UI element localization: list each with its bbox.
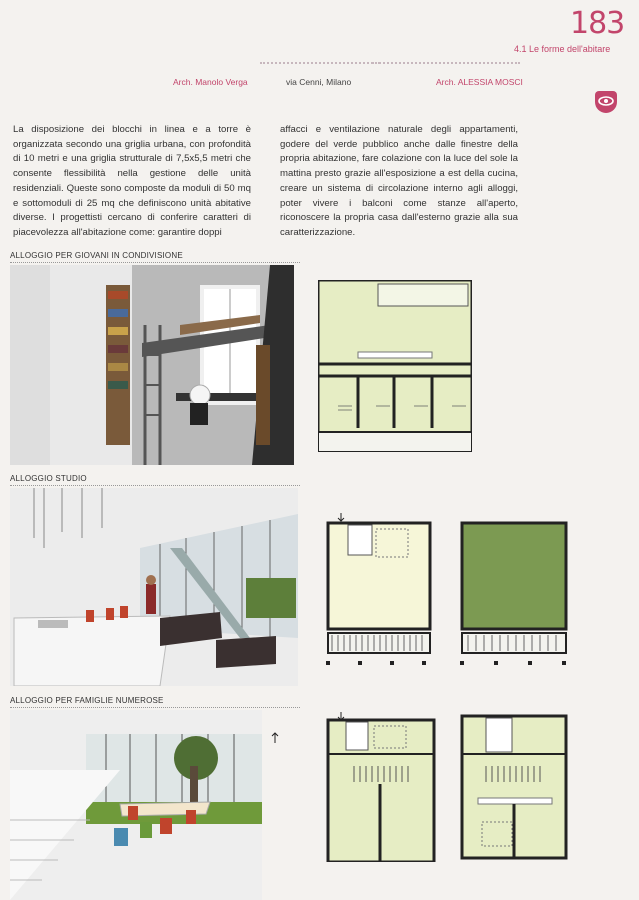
- body-text-column: La disposizione dei blocchi in linea e a torre è organizzata secondo una griglia urbana, con profondità di 10 metri e una griglia strutturale di 7,5x5,5 metri che consente flessibilità nella gestione delle unità residenziali. Queste sono composte da moduli di 50 mq e sottomoduli di 25 mq che definiscono unità abitative diverse. I progettisti cercano di conferire caratteri di piacevolezza all'abitazione come: garantire doppi: [13, 124, 251, 238]
- header-divider: [260, 62, 380, 64]
- plan-giovani: [318, 280, 472, 452]
- page-number: 183: [570, 6, 625, 41]
- eye-icon: [595, 91, 617, 113]
- north-arrow-icon: [270, 732, 280, 746]
- body-text-column: affacci e ventilazione naturale degli appartamenti, godere del verde pubblico anche dalle finestre della propria abitazione, fare colazione con la luce del sole la mattina presto grazie all'esposizione a est della cucina, creare un sistema di circolazione interno agli alloggi, poter vivere i balconi come stanze all'aperto, riconoscere la propria casa dall'esterno grazie alla sua caratterizzazione.: [280, 124, 518, 238]
- header-divider: [372, 62, 520, 64]
- architect-credit: Arch. ALESSIA MOSCI: [436, 77, 523, 87]
- divider: [10, 262, 300, 263]
- architect-credit: Arch. Manolo Verga: [173, 77, 248, 87]
- section-title: 4.1 Le forme dell'abitare: [514, 44, 611, 54]
- plan-famiglie-2: [458, 712, 570, 862]
- divider: [10, 707, 300, 708]
- render-famiglie: [10, 710, 262, 900]
- plan-famiglie-1: [324, 712, 438, 862]
- render-giovani: [10, 265, 294, 465]
- caption-studio: ALLOGGIO STUDIO: [10, 474, 87, 483]
- caption-giovani: ALLOGGIO PER GIOVANI IN CONDIVISIONE: [10, 251, 183, 260]
- location-label: via Cenni, Milano: [286, 77, 352, 87]
- divider: [10, 485, 300, 486]
- render-studio: [10, 488, 298, 686]
- caption-famiglie: ALLOGGIO PER FAMIGLIE NUMEROSE: [10, 696, 164, 705]
- plan-studio-1: [324, 505, 434, 669]
- plan-studio-2: [458, 505, 570, 669]
